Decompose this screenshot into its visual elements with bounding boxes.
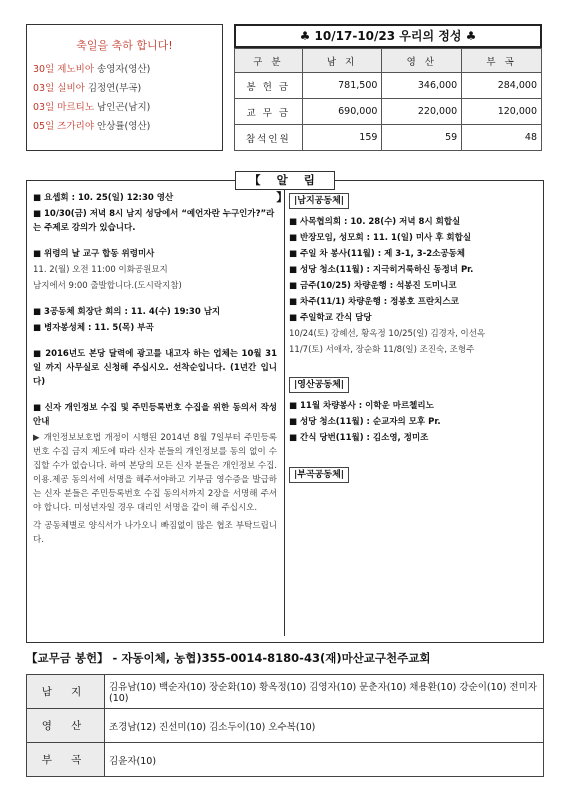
account-info: 【교무금 봉헌】 - 자동이체, 농협)355-0014-8180-43(재)마산교구천주교회 [26, 651, 431, 665]
notice-detail: 11/7(토) 서애자, 장순화 11/8(일) 조진숙, 조형주 [289, 345, 475, 355]
feast-day-item: 03일 실비아 김정연(부곡) [33, 83, 142, 94]
table-row [27, 709, 544, 743]
notice-item: ■ 3공동체 회장단 회의 : 11. 4(수) 19:30 남지 [33, 307, 221, 317]
group-names: 조경남(12) 진선미(10) 김소두이(10) 오수복(10) [105, 709, 544, 743]
community-heading-bugok: |부곡공동체| [289, 467, 349, 483]
offering-title: ♣ 10/17-10/23 우리의 정성 ♣ [234, 24, 542, 48]
feast-day-item: 30일 제노비아 송영자(영산) [33, 64, 151, 75]
notice-item: ■ 사목협의회 : 10. 28(수) 저녁 8시 회합실 [289, 217, 461, 227]
announcements-right-column [289, 191, 539, 489]
table-header: 구 분 [235, 49, 303, 73]
table-header: 남 지 [302, 49, 382, 73]
notice-item: ■ 위령의 날 교구 합동 위령미사 [33, 249, 155, 259]
feast-day-title: 축일을 축하 합니다! [76, 39, 173, 52]
notice-item: ■ 차주(11/1) 차량운행 : 정봉호 프란치스코 [289, 297, 459, 307]
table-row: 봉 헌 금 781,500 346,000 284,000 [235, 73, 542, 99]
notice-detail: 각 공동체별로 양식서가 나가오니 빠짐없이 많은 협조 부탁드립니다. [33, 521, 277, 545]
notice-item: ■ 요셉회 : 10. 25(일) 12:30 영산 [33, 193, 174, 203]
offering-section [234, 24, 542, 151]
feast-day-box [26, 24, 223, 151]
group-names: 김유남(10) 백순자(10) 장순화(10) 황옥정(10) 김영자(10) 문춘자(10) 채용환(10) 강순이(10) 전미자(10) [105, 675, 544, 709]
community-heading-namji: |남지공동체| [289, 193, 349, 209]
notice-item: ■ 성당 청소(11월) : 순교자의 모후 Pr. [289, 417, 441, 427]
table-header: 영 산 [382, 49, 462, 73]
notice-item: ■ 간식 당번(11월) : 김소영, 정미조 [289, 433, 429, 443]
announcements-box [26, 180, 544, 643]
group-names: 김윤자(10) [105, 743, 544, 777]
community-heading-yeongsan: |영산공동체| [289, 377, 349, 393]
notice-detail: ▶ 개인정보보호법 개정이 시행된 2014년 8월 7일부터 주민등록번호 수집 금지 제도에 따라 신자 분들의 개인정보를 동의 없이 수집할 수가 없습니다. 하여 본당의 모든 신자 분들은 개인정보 수집.이용.제공 동의서에 서명을 해주셔야하고 기부금 영수증을 발급하는 신자 분들은 주민등록번호 수집 동의서까지 2장을 서명해 주셔야 합니다. 미성년자일 경우 대리인 서명을 같이 해 주십시오. [33, 433, 277, 513]
notice-detail: 11. 2(월) 오전 11:00 이화공원묘지 [33, 265, 168, 275]
announcements-title: 【 알 림 】 [235, 171, 335, 190]
table-header: 부 곡 [462, 49, 542, 73]
column-divider [284, 189, 285, 636]
notice-item: ■ 신자 개인정보 수집 및 주민등록번호 수집을 위한 동의서 작성 안내 [33, 403, 277, 427]
notice-item: ■ 10/30(금) 저녁 8시 남지 성당에서 “예언자란 누구인가?”라는 주제로 강의가 있습니다. [33, 209, 275, 233]
table-row [27, 675, 544, 709]
group-label: 남 지 [27, 675, 105, 709]
notice-detail: 남지에서 9:00 출발합니다.(도시락지참) [33, 281, 182, 291]
table-row: 참석인원 159 59 48 [235, 125, 542, 151]
notice-item: ■ 성당 청소(11월) : 지극히거룩하신 동정녀 Pr. [289, 265, 474, 275]
contributors-table [26, 674, 544, 777]
feast-day-item: 03일 마르티노 남인곤(남지) [33, 102, 151, 113]
table-row: 교 무 금 690,000 220,000 120,000 [235, 99, 542, 125]
notice-item: ■ 병자봉성체 : 11. 5(목) 부곡 [33, 323, 154, 333]
group-label: 영 산 [27, 709, 105, 743]
table-row [27, 743, 544, 777]
notice-item: ■ 주일학교 간식 담당 [289, 313, 372, 323]
notice-item: ■ 2016년도 본당 달력에 광고를 내고자 하는 업체는 10월 31일 까지 사무실로 신청해 주십시오. 선착순입니다. (1년간 입니다) [33, 349, 277, 387]
notice-detail: 10/24(토) 강혜선, 황옥정 10/25(일) 김경자, 이선옥 [289, 329, 486, 339]
notice-item: ■ 11월 차량봉사 : 이학운 마르첼리노 [289, 401, 434, 411]
group-label: 부 곡 [27, 743, 105, 777]
offering-table [234, 48, 542, 151]
notice-item: ■ 주일 차 봉사(11월) : 제 3-1, 3-2소공동체 [289, 249, 466, 259]
feast-day-item: 05일 즈가리야 안상률(영산) [33, 121, 151, 132]
announcements-left-column [33, 191, 277, 549]
notice-item: ■ 금주(10/25) 차량운행 : 석봉진 도미니코 [289, 281, 457, 291]
notice-item: ■ 반장모임, 성모회 : 11. 1(일) 미사 후 회합실 [289, 233, 472, 243]
